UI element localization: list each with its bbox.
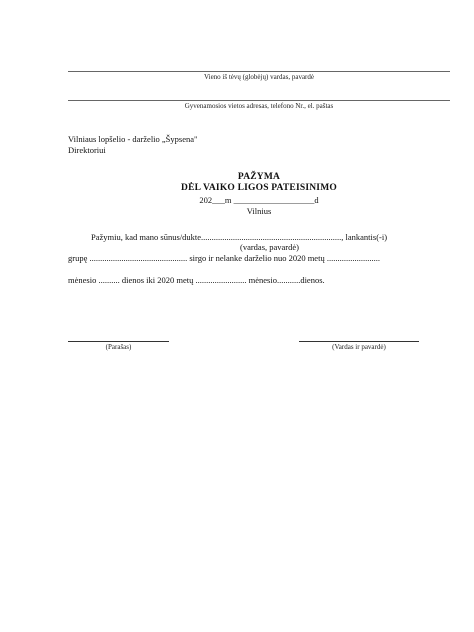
name-signature-label: (Vardas ir pavardė) — [332, 343, 386, 351]
document-subtitle: DĖL VAIKO LIGOS PATEISINIMO — [181, 183, 337, 193]
address-label: Gyvenamosios vietos adresas, telefono Nr., el. paštas — [184, 102, 334, 110]
recipient-institution: Vilniaus lopšelio - darželio „Šypsena" — [68, 134, 198, 144]
address-line — [68, 100, 450, 101]
document-title: PAŽYMA — [237, 172, 281, 182]
body-line-3: grupę .............................................. sirgo ir nelanke darželio nuo 2020 metų ......................... — [68, 253, 380, 263]
body-line-1: Pažymiu, kad mano sūnus/dukte.................................................................., lankantis(-i) — [91, 232, 388, 242]
name-signature-line — [299, 341, 419, 342]
body-line-4: mėnesio .......... dienos iki 2020 metų ........................ mėnesio...........dienos. — [68, 275, 325, 285]
recipient-position: Direktoriui — [68, 145, 106, 155]
parent-name-line — [68, 71, 450, 72]
parent-name-label: Vieno iš tėvų (globėjų) vardas, pavardė — [204, 73, 314, 81]
date-line: 202___m ___________________d — [199, 195, 319, 205]
signature-label: (Parašas) — [105, 343, 132, 351]
city: Vilnius — [246, 206, 272, 216]
signature-line — [68, 341, 169, 342]
body-line-2-hint: (vardas, pavardė) — [240, 242, 299, 252]
